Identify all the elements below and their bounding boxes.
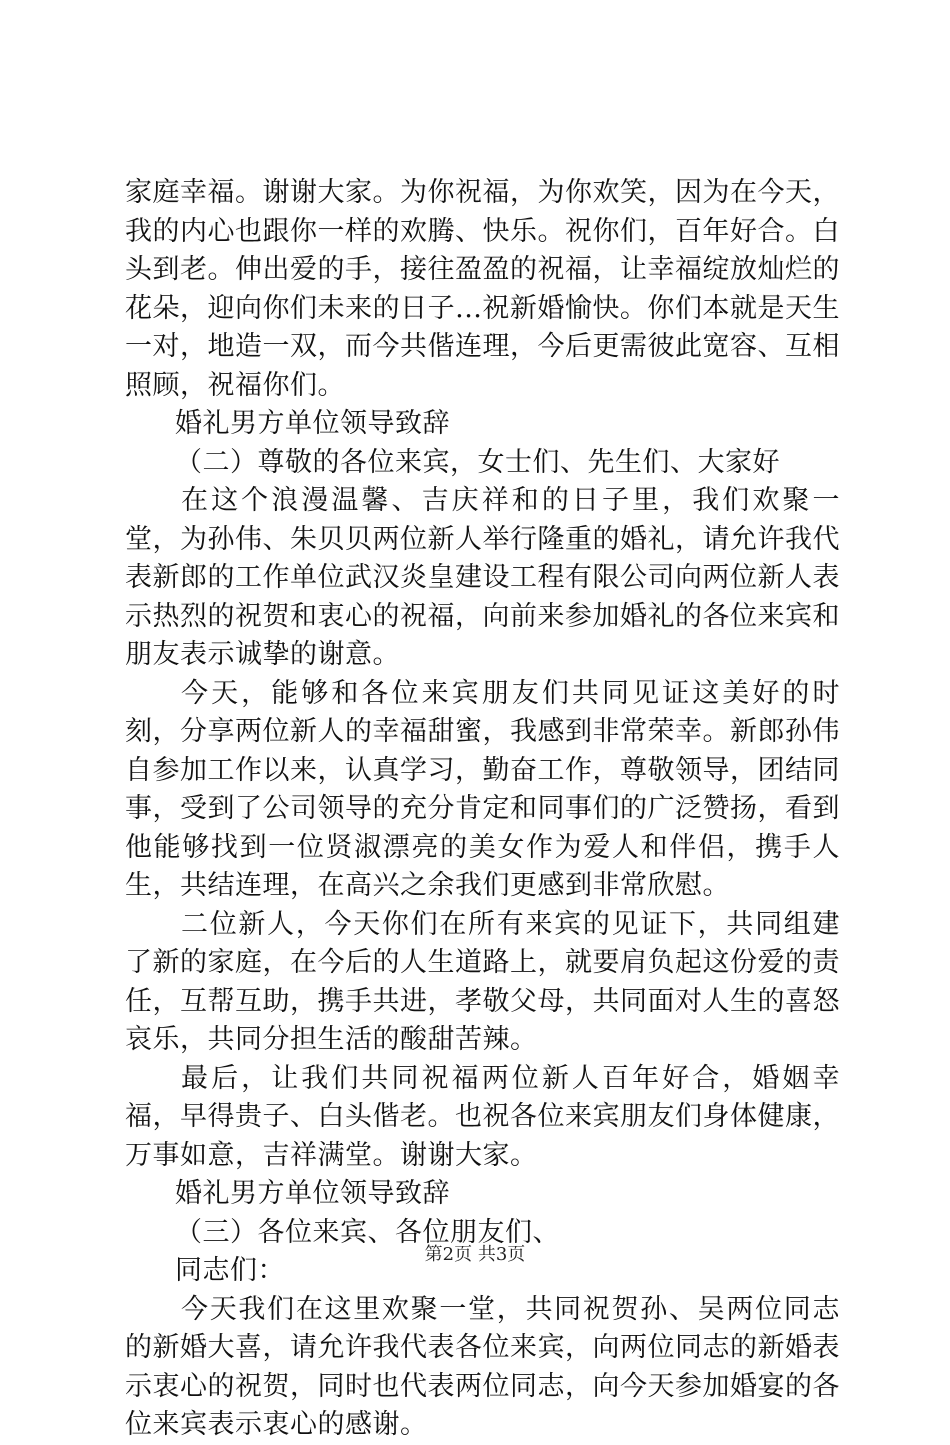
paragraph: 二位新人，今天你们在所有来宾的见证下，共同组建了新的家庭，在今后的人生道路上，就要肩负起这份爱的责任，互帮互助，携手共进，孝敬父母，共同面对人生的喜怒哀乐，共同分担生活的酸甜苦辣。 (125, 908, 840, 1055)
salutation-line: （三）各位来宾、各位朋友们、 (175, 1216, 560, 1248)
paragraph: 今天我们在这里欢聚一堂，共同祝贺孙、吴两位同志的新婚大喜，请允许我代表各位来宾，向两位同志的新婚表示衷心的祝贺，同时也代表两位同志，向今天参加婚宴的各位来宾表示衷心的感谢。 (125, 1293, 840, 1440)
salutation-line: （二）尊敬的各位来宾，女士们、先生们、大家好 (175, 446, 780, 478)
paragraph: 在这个浪漫温馨、吉庆祥和的日子里，我们欢聚一堂，为孙伟、朱贝贝两位新人举行隆重的婚礼，请允许我代表新郎的工作单位武汉炎皇建设工程有限公司向两位新人表示热烈的祝贺和衷心的祝福，向前来参加婚礼的各位来宾和朋友表示诚挚的谢意。 (125, 485, 840, 670)
paragraph-continuation: 家庭幸福。谢谢大家。为你祝福，为你欢笑，因为在今天，我的内心也跟你一样的欢腾、快乐。祝你们，百年好合。白头到老。伸出爱的手，接往盈盈的祝福，让幸福绽放灿烂的花朵，迎向你们未来的日子...祝新婚愉快。你们本就是天生一对，地造一双，而今共偕连理，今后更需彼此宽容、互相照顾，祝福你们。 (125, 177, 840, 401)
paragraph: 最后，让我们共同祝福两位新人百年好合，婚姻幸福，早得贵子、白头偕老。也祝各位来宾朋友们身体健康，万事如意，吉祥满堂。谢谢大家。 (125, 1062, 840, 1171)
salutation-line: 同志们： (175, 1255, 285, 1286)
page-number-footer: 第2页 共3页 (424, 1244, 526, 1265)
section-heading: 婚礼男方单位领导致辞 (175, 1178, 450, 1209)
section-heading: 婚礼男方单位领导致辞 (175, 408, 450, 439)
paragraph: 今天，能够和各位来宾朋友们共同见证这美好的时刻，分享两位新人的幸福甜蜜，我感到非常荣幸。新郎孙伟自参加工作以来，认真学习，勤奋工作，尊敬领导，团结同事，受到了公司领导的充分肯定和同事们的广泛赞扬，看到他能够找到一位贤淑漂亮的美女作为爱人和伴侣，携手人生，共结连理，在高兴之余我们更感到非常欣慰。 (125, 677, 840, 901)
